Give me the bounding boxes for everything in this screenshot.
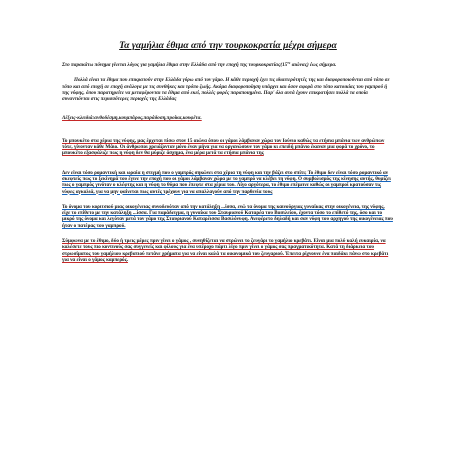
intro-superscript: ος: [287, 60, 291, 65]
paragraph-wedding-bed: Σύμφωνα με το έθιμο, δύο ή τρεις μέρες πριν γίνει ο γάμος , συνηθίζεται να στρώνει το ζευγάρι το γαμήλιο κρεβάτι. Είναι μια πολύ καλή ευκαιρία, να καλέσετε τους πιο κοντινούς σας συγγενείς και φίλους για ένα υπέροχο πάρτι λίγο πριν γίνει ο γάμος σας πραγματικότητα. Κατά τη διάρκεια του στρωσίματος του γαμήλιου κρεβατιού πετάνε χρήματα για να είναι καλά τα οικονομικά του ζευγαριού. Έπειτα ρίχνουνε ένα παιδάκι πάνω στο κρεβάτι για να είναι ο γάμος καρπερός.: [62, 238, 389, 263]
paragraph-surname: Το όνομα του κοριτσιού μιας οικογένειας συνοδευόταν από την κατάληξη ...ίσσα, ενώ τα όνομα της καινούργιας γυναίκας στην οικογένεια, της νύφης, είχε το επίθετο με την κατάληξη ...ίσσα. Για παράδειγμα, η γυναίκα του Σταυριανού Καταρέα του Βασιλείου, έχοντα τόσο το επίθετό της, όσο και το μικρό της όνομα και λεγόταν μετά τον γάμο της Σταυριανού Καταρέισσα Βασιλόνυφη. Ανεφέρετο δηλαδή και σαν νύφη του αρχηγού της οικογένειας που ήταν ο πατέρας του γαμπρού.: [62, 203, 393, 229]
intro-text-end: αιώνας) έως σήμερα.: [290, 62, 337, 68]
keywords-line: Λέξεις-κλειδιά:ανθοδέσμη,κουμπάρος,παράδοση,προίκα,κουφέτα.: [62, 115, 202, 122]
intro-text: Στο παρακάτω πόνημα γίνεται λόγος για γαμήλια έθιμα στην Ελλάδα από την εποχή της τουρκοκρατίας(15: [62, 62, 288, 68]
paragraph-bouquet: Το μπουκέτο στα χέρια της νύφης, μας έρχεται πίσω στον 15 αιώνα όπου οι γάμοι λάμβαναν χώρα τον Ιούνιο καθώς τα ετήσια μπάνια των ανθρώπων τότε, γίνονταν κάθε Μάιο. Οι άνθρωποι χρειάζονταν μόνο έναν μήνα για να οργανώσουν τον γάμο κι επειδή μπάνιο έκαναν μια φορά το χρόνο, το μπουκέτο εξασφάλιζε πως η νύφη δεν θα μύριζε άσχημα, ένα μέρα μετά τα ετήσια μπάνια της: [62, 137, 385, 157]
paragraph-customs-overview: Πολλά είναι τα έθιμα που επικρατούν στην Ελλάδα γύρω από τον γάμο. Η κάθε περιοχή έχει τις ιδιαιτερότητές της και διαφοροποιούνται από τόπο σε τόπο και από εποχή σε εποχή ανάλογα με τις συνθήκες και τρόπο ζωής. Ακόμα διαφοροποίηση υπάρχει και όσον αφορά στο τόπο κατοικίας του γαμπρού ή της νύφης, όπου παρατηρείτε να μεταφέρονται τα έθιμα από εκεί, πολλές φορές παραποιημένα. Παρ' όλα αυτά έχουν επικρατήσει πολλά τα οποία συναντιόνται στις περισσότερες περιοχές της Ελλάδας: [62, 77, 390, 103]
document-title: Τα γαμήλια έθιμα από την τουρκοκρατία μέχρι σήμερα: [119, 40, 337, 51]
paragraph-threshold: Δεν είναι τόσο ρομαντική και ωραία η στιγμή που ο γαμπρός σηκώνει στα χέρια τη νύφη και την βάζει στο σπίτι; Το έθιμο δεν είναι τόσο ρομαντικό αν σκεφτείς πως το ξεκίνημά του έγινε την εποχή που οι γάμοι λάμβαναν χώρα με το γαμπρό να κλέβει τη νύφη. Ο συμβολισμός της κίνησης αυτής, θυμίζει πως ο γαμπρός γινόταν ο κλέφτης και η νύφη το θύμα που έπεφτε στα χέρια του. Λίγο αργότερα, το έθιμο επέμεινε καθώς οι γαμπροί κρατούσαν τις νύφες αγκαλιά, για να μην φαίνεται πως αυτές τρέχουν για να απαλλαγούν από την παρθενία τους: [62, 169, 391, 195]
